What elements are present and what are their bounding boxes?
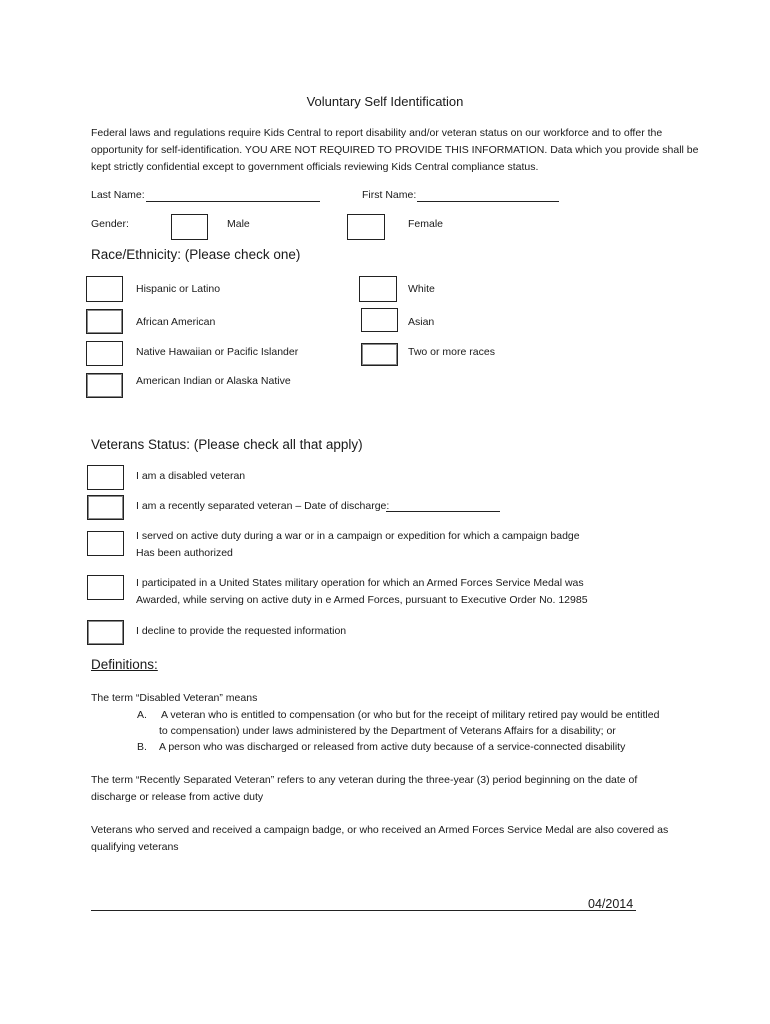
intro-line-1: Federal laws and regulations require Kids Central to report disability and/or veteran status on our workforce and to offer the	[91, 127, 663, 139]
race-american-indian-label: American Indian or Alaska Native	[136, 375, 291, 387]
definition-a-line-1: A veteran who is entitled to compensation (or who but for the receipt of military retired pay would be entitled	[161, 709, 660, 721]
veteran-campaign-badge-line-1: I served on active duty during a war or in a campaign or expedition for which a campaign badge	[136, 530, 580, 542]
race-african-american-checkbox[interactable]	[86, 309, 123, 334]
page-title: Voluntary Self Identification	[306, 94, 464, 109]
race-native-hawaiian-label: Native Hawaiian or Pacific Islander	[136, 346, 299, 358]
race-native-hawaiian-checkbox[interactable]	[86, 341, 123, 366]
intro-paragraph	[91, 125, 698, 176]
race-hispanic-label: Hispanic or Latino	[136, 283, 221, 295]
intro-line-3: kept strictly confidential except to government officials reviewing Kids Central compliance status.	[91, 161, 539, 173]
race-heading: Race/Ethnicity: (Please check one)	[91, 247, 301, 262]
gender-label: Gender:	[91, 218, 129, 230]
recently-separated-line-2: discharge or release from active duty	[91, 791, 264, 803]
last-name-label: Last Name:	[91, 189, 145, 201]
veteran-service-medal-checkbox[interactable]	[87, 575, 124, 600]
campaign-badge-def-line-1: Veterans who served and received a campaign badge, or who received an Armed Forces Service Medal are also covered as	[91, 824, 669, 836]
race-white-label: White	[408, 283, 435, 295]
veteran-service-medal-line-2: Awarded, while serving on active duty in e Armed Forces, pursuant to Executive Order No. 12985	[136, 594, 588, 606]
definition-a-marker: A.	[137, 709, 147, 721]
veteran-disabled-label: I am a disabled veteran	[136, 470, 246, 482]
intro-line-2: opportunity for self-identification. YOU ARE NOT REQUIRED TO PROVIDE THIS INFORMATION. Data which you provide shall be	[91, 144, 699, 156]
veterans-heading: Veterans Status: (Please check all that apply)	[91, 437, 363, 452]
veteran-decline-label: I decline to provide the requested information	[136, 625, 347, 637]
veteran-campaign-badge-checkbox[interactable]	[87, 531, 124, 556]
disabled-veteran-intro: The term “Disabled Veteran” means	[91, 692, 258, 704]
race-hispanic-checkbox[interactable]	[86, 276, 123, 302]
race-asian-checkbox[interactable]	[361, 308, 398, 332]
gender-male-label: Male	[227, 218, 250, 230]
footer-date: 04/2014	[588, 897, 634, 911]
veteran-campaign-badge-line-2: Has been authorized	[136, 547, 233, 559]
footer-rule	[91, 910, 636, 911]
veteran-recently-separated-checkbox[interactable]	[87, 495, 124, 520]
race-white-checkbox[interactable]	[359, 276, 397, 302]
gender-male-checkbox[interactable]	[171, 214, 208, 240]
veteran-service-medal-label	[136, 575, 588, 609]
race-american-indian-checkbox[interactable]	[86, 373, 123, 398]
race-two-or-more-label: Two or more races	[408, 346, 495, 358]
race-two-or-more-checkbox[interactable]	[361, 343, 398, 366]
first-name-field[interactable]	[417, 201, 559, 202]
gender-female-label: Female	[408, 218, 444, 230]
veteran-decline-checkbox[interactable]	[87, 620, 124, 645]
gender-female-checkbox[interactable]	[347, 214, 385, 240]
definition-b-marker: B.	[137, 741, 147, 753]
race-african-american-label: African American	[136, 316, 216, 328]
veteran-disabled-checkbox[interactable]	[87, 465, 124, 490]
last-name-field[interactable]	[146, 201, 320, 202]
veteran-service-medal-line-1: I participated in a United States military operation for which an Armed Forces Service Medal was	[136, 577, 584, 589]
campaign-badge-definition	[91, 822, 668, 856]
recently-separated-line-1: The term “Recently Separated Veteran” refers to any veteran during the three-year (3) period beginning on the date of	[91, 774, 638, 786]
definitions-heading: Definitions:	[91, 657, 158, 672]
definition-a-line-2: to compensation) under laws administered by the Department of Veterans Affairs for a disability; or	[159, 725, 616, 737]
definition-b-line-1: A person who was discharged or released from active duty because of a service-connected disability	[159, 741, 626, 753]
veteran-recently-separated-label: I am a recently separated veteran – Date of discharge:	[136, 500, 390, 512]
veteran-campaign-badge-label	[136, 528, 580, 562]
discharge-date-field[interactable]	[386, 511, 500, 512]
campaign-badge-def-line-2: qualifying veterans	[91, 841, 179, 853]
recently-separated-definition	[91, 772, 637, 806]
race-asian-label: Asian	[408, 316, 435, 328]
first-name-label: First Name:	[362, 189, 417, 201]
